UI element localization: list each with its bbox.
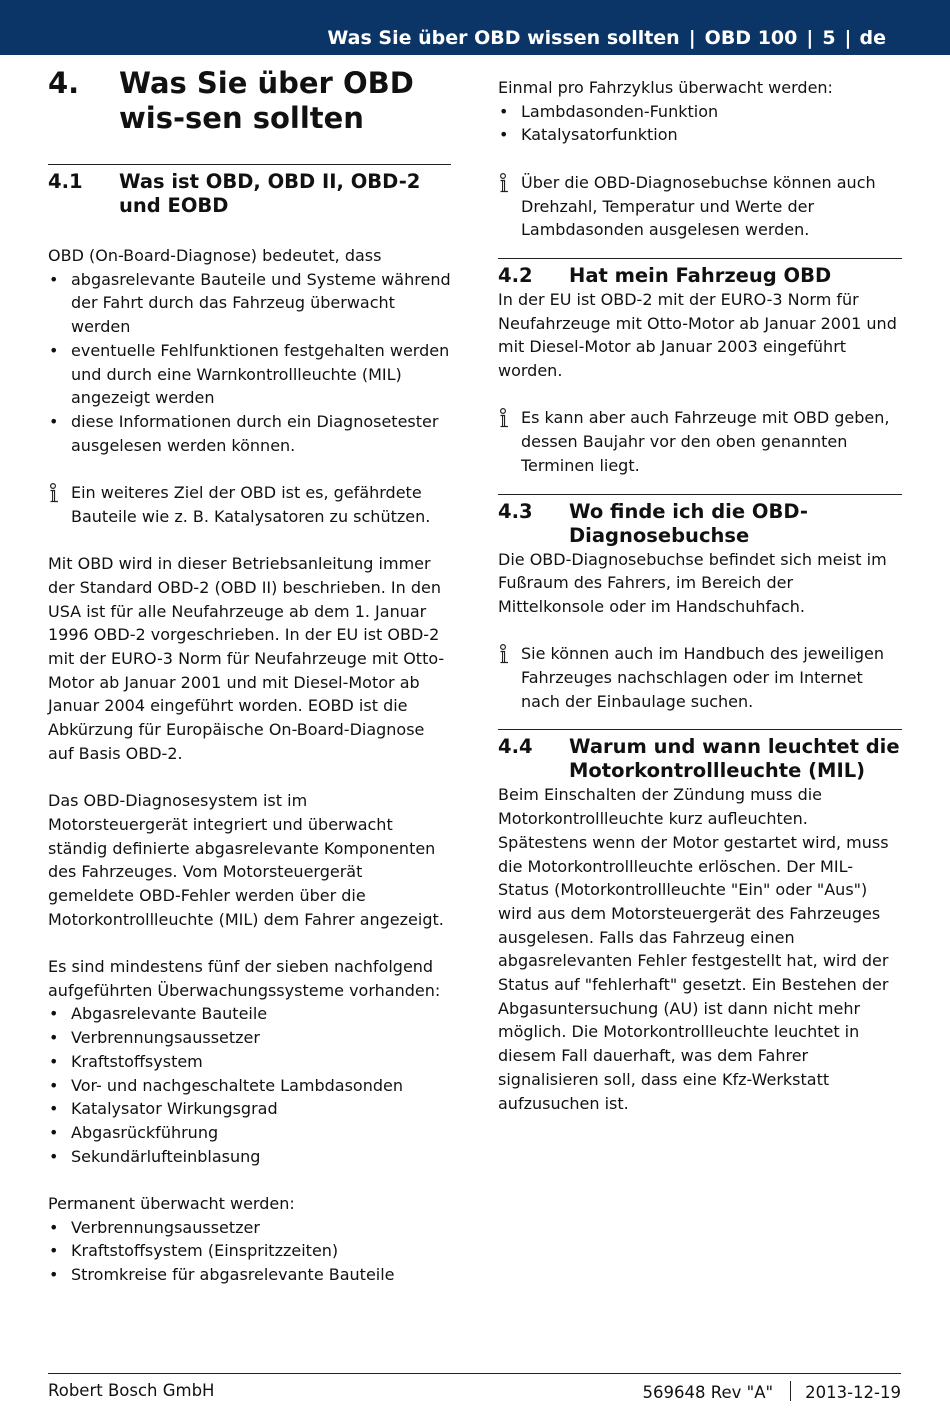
chapter-heading: [48, 66, 451, 136]
list-item: • Kraftstoffsystem (Einspritzzeiten): [48, 1239, 451, 1263]
paragraph: In der EU ist OBD-2 mit der EURO-3 Norm für Neufahrzeuge mit Otto-Motor ab Januar 2001 und mit Diesel-Motor ab Januar 2003 eingeführt worden.: [498, 289, 897, 381]
chapter-title: Was Sie über OBD wis-sen sollten: [119, 66, 414, 135]
info-note: [48, 481, 451, 528]
footer-doc-number: 569648 Rev "A": [642, 1383, 774, 1402]
list-item: • diese Informationen durch ein Diagnosetester ausgelesen werden können.: [48, 410, 451, 457]
info-note: [498, 642, 902, 713]
paragraph: Beim Einschalten der Zündung muss die Motorkontrollleuchte kurz aufleuchten. Spätestens wenn der Motor gestartet wird, muss die Motorkontrollleuchte erlöschen. Der MIL-Status (Motorkontrollleuchte "Ein" oder "Aus") wird aus dem Motorsteuergerät des Fahrzeuges ausgelesen. Falls das Fahrzeug einen abgasrelevanten Fehler festgestellt hat, wird der Status auf "fehlerhaft" gesetzt. Ein Bestehen der Abgasuntersuchung (AU) ist dann nicht mehr möglich. Die Motorkontrollleuchte leuchtet in diesem Fall dauerhaft, was dem Fahrer signalisieren soll, dass eine Kfz-Werkstatt aufzusuchen ist.: [498, 785, 889, 1113]
section-number: 4.2: [498, 263, 533, 287]
list-item: • Kraftstoffsystem: [48, 1050, 451, 1074]
list-item: • Verbrennungsaussetzer: [48, 1216, 451, 1240]
list-item: • Katalysatorfunktion: [498, 123, 902, 147]
list-item: • Abgasrelevante Bauteile: [48, 1002, 451, 1026]
running-header: Was Sie über OBD wissen sollten | OBD 100 | 5 | de: [327, 27, 886, 49]
list-item: • Lambdasonden-Funktion: [498, 100, 902, 124]
section-heading-4-4: [498, 730, 902, 783]
info-icon: [498, 173, 512, 193]
section-title: Hat mein Fahrzeug OBD: [569, 263, 832, 287]
permanent-monitoring-list: [48, 1216, 451, 1287]
note-text: Es kann aber auch Fahrzeuge mit OBD geben, dessen Baujahr vor den oben genannten Terminen liegt.: [521, 408, 890, 475]
paragraph: Einmal pro Fahrzyklus überwacht werden:: [498, 78, 833, 97]
section-title: Warum und wann leuchtet die Motorkontrollleuchte (MIL): [569, 735, 900, 783]
info-icon: [498, 408, 512, 428]
paragraph: Das OBD-Diagnosesystem ist im Motorsteuergerät integriert und überwacht ständig definierte abgasrelevante Komponenten des Fahrzeuges. Vom Motorsteuergerät gemeldete OBD-Fehler werden über die Motorkontrollleuchte (MIL) dem Fahrer angezeigt.: [48, 791, 444, 929]
section-title: Was ist OBD, OBD II, OBD-2 und EOBD: [119, 170, 421, 217]
paragraph: Die OBD-Diagnosebuchse befindet sich meist im Fußraum des Fahrers, im Bereich der Mittelkonsole oder im Handschuhfach.: [498, 549, 887, 616]
list-item: • abgasrelevante Bauteile und Systeme während der Fahrt durch das Fahrzeug überwacht werden: [48, 268, 451, 339]
header-title: Was Sie über OBD wissen sollten: [327, 27, 680, 49]
section-heading-4-1: [48, 165, 451, 218]
footer-divider: [48, 1373, 901, 1374]
cycle-monitoring-list: [498, 100, 902, 147]
chapter-number: 4.: [48, 66, 80, 100]
info-icon: [498, 644, 512, 664]
monitoring-systems-list: [48, 1002, 451, 1168]
list-item: • Sekundärlufteinblasung: [48, 1145, 451, 1169]
note-text: Sie können auch im Handbuch des jeweiligen Fahrzeuges nachschlagen oder im Internet nach der Einbaulage suchen.: [521, 644, 885, 711]
right-column: [498, 76, 902, 1115]
section-number: 4.3: [498, 499, 533, 523]
list-item: • Vor- und nachgeschaltete Lambdasonden: [48, 1074, 451, 1098]
intro-text: OBD (On-Board-Diagnose) bedeutet, dass: [48, 246, 382, 265]
footer-meta: [643, 1381, 901, 1402]
paragraph: Mit OBD wird in dieser Betriebsanleitung immer der Standard OBD-2 (OBD II) beschrieben. In den USA ist für alle Neufahrzeuge ab dem 1. Januar 1996 OBD-2 vorgeschrieben. In der EU ist OBD-2 mit der EURO-3 Norm für Neufahrzeuge mit Otto-Motor ab Januar 2001 und mit Diesel-Motor ab Januar 2004 eingeführt worden. EOBD ist die Abkürzung für Europäische On-Board-Diagnose auf Basis OBD-2.: [48, 554, 445, 763]
header-product: OBD 100: [704, 27, 798, 49]
info-note: [498, 406, 902, 477]
section-heading-4-3: [498, 495, 902, 548]
note-text: Ein weiteres Ziel der OBD ist es, gefährdete Bauteile wie z. B. Katalysatoren zu schützen.: [71, 483, 431, 526]
list-item: • eventuelle Fehlfunktionen festgehalten werden und durch eine Warnkontrollleuchte (MIL) angezeigt werden: [48, 339, 451, 410]
section-heading-4-2: [498, 259, 902, 288]
header-page-number: 5: [822, 27, 836, 49]
page-header-bar: [0, 0, 950, 55]
info-note: [498, 171, 902, 242]
section-number: 4.1: [48, 170, 83, 193]
left-column: [48, 62, 451, 1287]
list-item: • Katalysator Wirkungsgrad: [48, 1097, 451, 1121]
obd-definition-list: [48, 268, 451, 458]
paragraph: Es sind mindestens fünf der sieben nachfolgend aufgeführten Überwachungssysteme vorhanden:: [48, 957, 441, 1000]
footer-company: Robert Bosch GmbH: [48, 1381, 215, 1400]
info-icon: [48, 483, 62, 503]
list-item: • Verbrennungsaussetzer: [48, 1026, 451, 1050]
footer-date: 2013-12-19: [805, 1383, 901, 1402]
section-number: 4.4: [498, 735, 533, 759]
section-title: Wo finde ich die OBD-Diagnosebuchse: [569, 499, 808, 547]
list-item: • Abgasrückführung: [48, 1121, 451, 1145]
header-language: de: [859, 27, 886, 49]
note-text: Über die OBD-Diagnosebuchse können auch Drehzahl, Temperatur und Werte der Lambdasonden ausgelesen werden.: [521, 172, 876, 240]
list-item: • Stromkreise für abgasrelevante Bauteile: [48, 1263, 451, 1287]
paragraph: Permanent überwacht werden:: [48, 1194, 295, 1214]
